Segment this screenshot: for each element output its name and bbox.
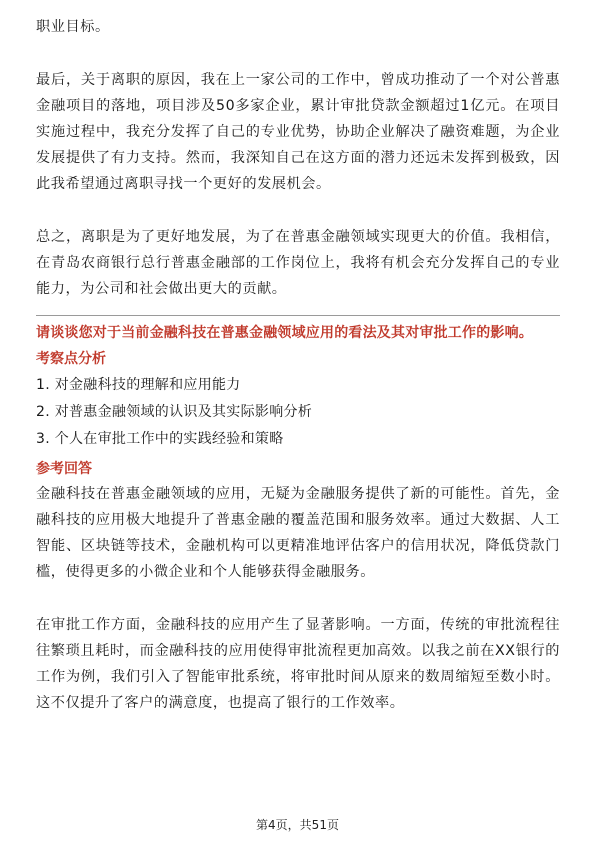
analysis-points	[36, 374, 560, 450]
paragraph-leaving-reason: 最后，关于离职的原因，我在上一家公司的工作中，曾成功推动了一个对公普惠金融项目的落地，项目涉及50多家企业，累计审批贷款金额超过1亿元。在项目实施过程中，我充分发挥了自己的专业优势，协助企业解决了融资难题，为企业发展提供了有力支持。然而，我深知自己在这方面的潜力还远未发挥到极致，因此我希望通过离职寻找一个更好的发展机会。	[36, 72, 560, 192]
paragraph-career-goal: 职业目标。	[36, 19, 110, 35]
page-number: 第4页，共51页	[256, 818, 339, 832]
answer-paragraph: 在审批工作方面，金融科技的应用产生了显著影响。一方面，传统的审批流程往往繁琐且耗时，而金融科技的应用使得审批流程更加高效。以我之前在XX银行的工作为例，我们引入了智能审批系统，将审批时间从原来的数周缩短至数小时。这不仅提升了客户的满意度，也提高了银行的工作效率。	[36, 617, 560, 711]
analysis-heading: 考察点分析	[36, 351, 106, 367]
section-divider	[36, 315, 560, 316]
answer-heading: 参考回答	[36, 461, 92, 477]
document-page	[36, 14, 560, 716]
answer-paragraph: 金融科技在普惠金融领域的应用，无疑为金融服务提供了新的可能性。首先，金融科技的应用极大地提升了普惠金融的覆盖范围和服务效率。通过大数据、人工智能、区块链等技术，金融机构可以更精准地评估客户的信用状况，降低贷款门槛，使得更多的小微企业和个人能够获得金融服务。	[36, 486, 560, 580]
interview-question: 请谈谈您对于当前金融科技在普惠金融领域应用的看法及其对审批工作的影响。	[36, 325, 533, 341]
analysis-point: 3. 个人在审批工作中的实践经验和策略	[36, 431, 284, 447]
paragraph-conclusion: 总之，离职是为了更好地发展，为了在普惠金融领域实现更大的价值。我相信，在青岛农商银行总行普惠金融部的工作岗位上，我将有机会充分发挥自己的专业能力，为公司和社会做出更大的贡献。	[36, 229, 560, 297]
analysis-point: 2. 对普惠金融领域的认识及其实际影响分析	[36, 404, 313, 420]
analysis-point: 1. 对金融科技的理解和应用能力	[36, 377, 241, 393]
